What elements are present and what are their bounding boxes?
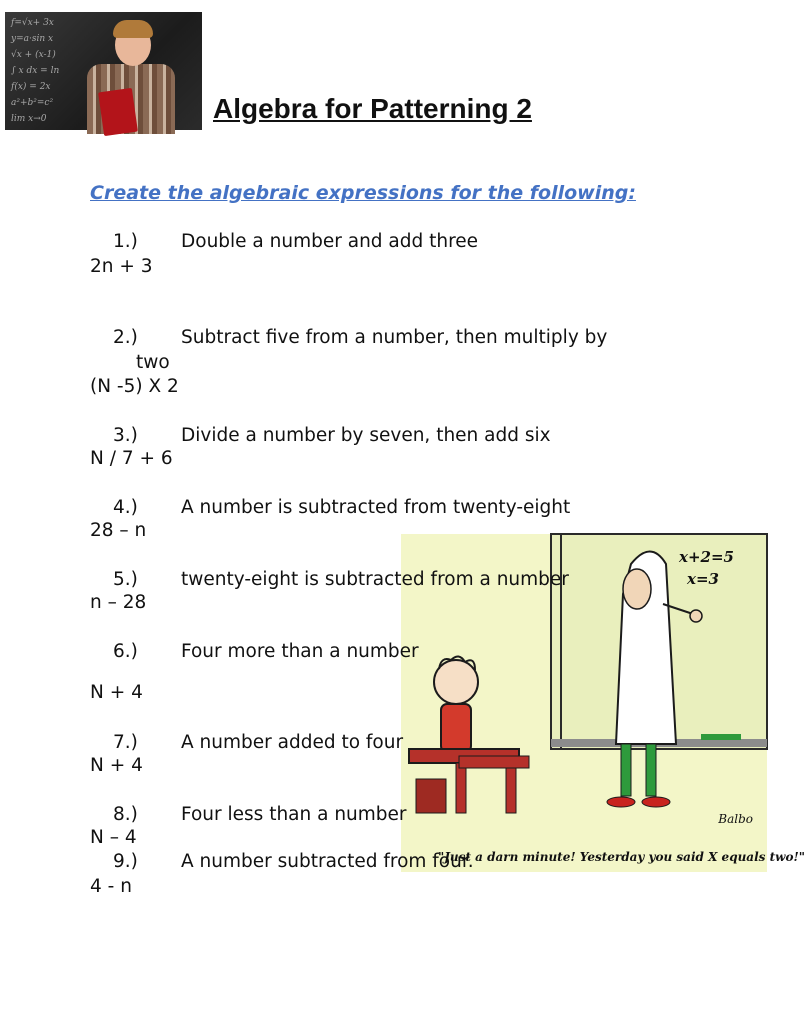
photo-scribble: ∫ x dx = ln [11, 66, 60, 76]
question-text: A number is subtracted from twenty-eight [181, 497, 571, 518]
photo-scribble: √x + (x-1) [11, 50, 56, 60]
answer-4: 28 – n [90, 520, 147, 541]
question-text: twenty-eight is subtracted from a number [181, 569, 569, 590]
photo-scribble: f(x) = 2x [11, 82, 51, 92]
boy-hair [113, 20, 153, 38]
answer-1: 2n + 3 [90, 256, 153, 277]
answer-2: (N -5) X 2 [90, 376, 179, 397]
answer-8: N – 4 [90, 827, 137, 848]
answer-5: n – 28 [90, 592, 147, 613]
answer-7: N + 4 [90, 755, 143, 776]
page-title: Algebra for Patterning 2 [213, 93, 532, 124]
instruction-text: Create the algebraic expressions for the following: [90, 182, 636, 204]
answer-9: 4 - n [90, 876, 132, 897]
question-text: Double a number and add three [181, 231, 479, 252]
question-number: 9.) [113, 851, 138, 872]
question-number: 1.) [113, 231, 138, 252]
question-number: 5.) [113, 569, 138, 590]
question-text: Subtract five from a number, then multiply by [181, 327, 608, 348]
question-number: 8.) [113, 804, 138, 825]
question-text: A number added to four [181, 732, 404, 753]
cartoon-signature: Balbo [718, 812, 753, 826]
cartoon-equation-2: x=3 [687, 570, 719, 588]
cartoon-equation-1: x+2=5 [679, 548, 734, 566]
photo-scribble: lim x→0 [11, 114, 47, 124]
photo-scribble: a²+b²=c² [11, 98, 54, 108]
question-number: 4.) [113, 497, 138, 518]
question-number: 3.) [113, 425, 138, 446]
question-number: 2.) [113, 327, 138, 348]
red-book [98, 88, 138, 136]
photo-scribble: f=√x+ 3x [11, 18, 54, 28]
answer-6: N + 4 [90, 682, 143, 703]
question-text-cont: two [136, 352, 170, 373]
question-number: 6.) [113, 641, 138, 662]
header-photo [5, 12, 202, 130]
question-number: 7.) [113, 732, 138, 753]
question-text: Four less than a number [181, 804, 407, 825]
question-text: Four more than a number [181, 641, 419, 662]
photo-scribble: y=a·sin x [11, 34, 54, 44]
question-text: Divide a number by seven, then add six [181, 425, 551, 446]
question-text: A number subtracted from four. [181, 851, 474, 872]
answer-3: N / 7 + 6 [90, 448, 173, 469]
cartoon-caption: "Just a darn minute! Yesterday you said X equals two!" [438, 850, 805, 864]
